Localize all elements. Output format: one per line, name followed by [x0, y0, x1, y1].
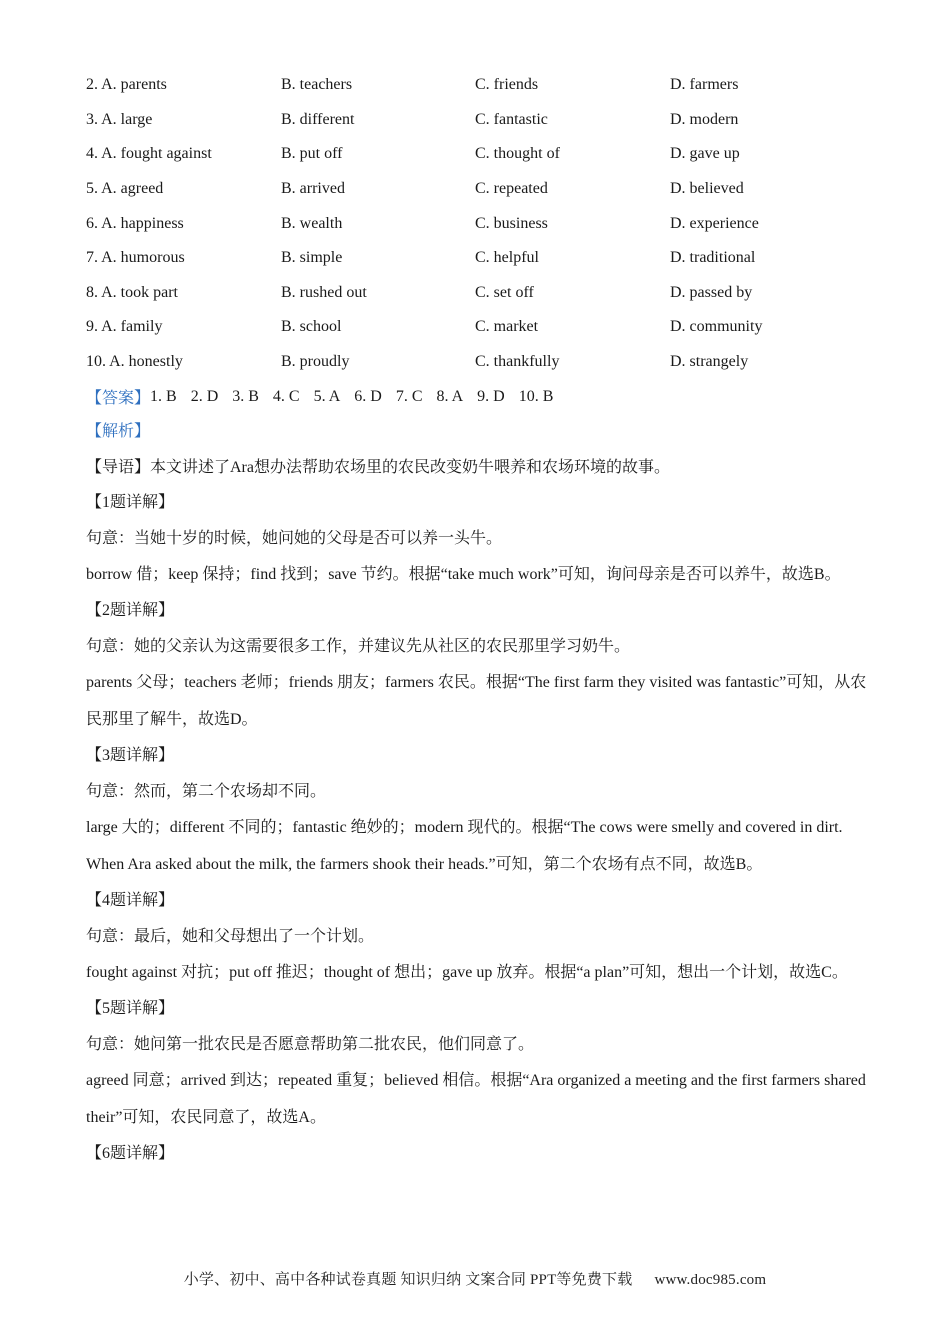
option-cell: 4. A. fought against — [86, 145, 212, 163]
option-cell: C. thought of — [475, 145, 560, 163]
option-cell: C. set off — [475, 283, 534, 301]
option-cell: 8. A. took part — [86, 283, 178, 301]
detail-heading: 【1题详解】 — [86, 494, 175, 512]
option-row — [86, 241, 876, 276]
option-cell: D. believed — [670, 180, 744, 198]
option-cell: D. strangely — [670, 353, 749, 371]
option-cell: 2. A. parents — [86, 76, 167, 94]
option-cell: B. simple — [281, 249, 343, 267]
detail-sentence: 句意：她的父亲认为这需要很多工作，并建议先从社区的农民那里学习奶牛。 — [86, 637, 631, 655]
detail-explanation: agreed 同意；arrived 到达；repeated 重复；believed 相信。根据“Ara organized a meeting and the first farmers shared their”可知，农民同意了，故选A。 — [86, 1072, 866, 1127]
option-cell: D. passed by — [670, 283, 753, 301]
answer-list — [150, 388, 567, 406]
option-cell: C. fantastic — [475, 110, 548, 128]
detail-heading: 【5题详解】 — [86, 1000, 175, 1018]
answer-item: 2. D — [190, 387, 219, 405]
detail-explanation: borrow 借；keep 保持；find 找到；save 节约。根据“take much work”可知，询问母亲是否可以养牛，故选B。 — [86, 566, 841, 584]
option-cell: 3. A. large — [86, 110, 153, 128]
answer-item: 5. A — [313, 387, 341, 405]
option-cell: C. friends — [475, 76, 539, 94]
page-footer — [0, 1268, 950, 1289]
detail-heading: 【2题详解】 — [86, 602, 175, 620]
option-cell: 6. A. happiness — [86, 214, 184, 232]
option-cell: D. traditional — [670, 249, 756, 267]
detail-heading: 【4题详解】 — [86, 892, 175, 910]
option-cell: D. experience — [670, 214, 759, 232]
details-section — [86, 485, 876, 1136]
option-cell: B. arrived — [281, 180, 345, 198]
option-cell: B. proudly — [281, 353, 350, 371]
option-cell: D. modern — [670, 110, 739, 128]
option-row — [86, 172, 876, 207]
option-cell: C. business — [475, 214, 548, 232]
option-row — [86, 345, 876, 380]
answer-item: 3. B — [232, 387, 259, 405]
option-cell: 7. A. humorous — [86, 249, 185, 267]
last-heading: 【6题详解】 — [86, 1145, 175, 1163]
option-cell: 9. A. family — [86, 318, 163, 336]
option-cell: D. farmers — [670, 76, 739, 94]
answer-item: 1. B — [150, 387, 177, 405]
answer-item: 6. D — [354, 387, 382, 405]
option-cell: C. market — [475, 318, 539, 336]
guide-text: 【导语】本文讲述了Ara想办法帮助农场里的农民改变奶牛喂养和农场环境的故事。 — [86, 458, 670, 476]
option-cell: 5. A. agreed — [86, 180, 164, 198]
option-row — [86, 310, 876, 345]
option-cell: 10. A. honestly — [86, 353, 183, 371]
options-table — [86, 68, 876, 379]
answer-label: 【答案】 — [86, 390, 151, 408]
option-cell: B. put off — [281, 145, 343, 163]
detail-explanation: fought against 对抗；put off 推迟；thought of 想出；gave up 放弃。根据“a plan”可知，想出一个计划，故选C。 — [86, 964, 848, 982]
option-cell: C. helpful — [475, 249, 539, 267]
option-row — [86, 276, 876, 311]
option-cell: B. wealth — [281, 214, 343, 232]
option-cell: B. teachers — [281, 76, 353, 94]
answer-item: 10. B — [518, 387, 554, 405]
detail-explanation: large 大的；different 不同的；fantastic 绝妙的；modern 现代的。根据“The cows were smelly and covered in dirt. When Ara asked about the milk, the farmers shook their heads.”可知，第二个农场有点不同，故选B。 — [86, 819, 843, 874]
detail-heading: 【3题详解】 — [86, 747, 175, 765]
answer-item: 9. D — [477, 387, 505, 405]
option-cell: B. different — [281, 110, 355, 128]
detail-sentence: 句意：当她十岁的时候，她问她的父母是否可以养一头牛。 — [86, 529, 503, 547]
answer-item: 7. C — [395, 387, 423, 405]
option-row — [86, 206, 876, 241]
option-cell: B. school — [281, 318, 342, 336]
option-row — [86, 68, 876, 103]
detail-explanation: parents 父母；teachers 老师；friends 朋友；farmers 农民。根据“The first farm they visited was fantastic”可知，从农民那里了解牛，故选D。 — [86, 674, 867, 729]
option-row — [86, 137, 876, 172]
answer-item: 4. C — [272, 387, 300, 405]
detail-sentence: 句意：最后，她和父母想出了一个计划。 — [86, 927, 375, 945]
option-row — [86, 103, 876, 138]
answer-item: 8. A — [436, 387, 464, 405]
footer-text: 小学、初中、高中各种试卷真题 知识归纳 文案合同 PPT等免费下载 — [183, 1272, 633, 1288]
answer-line — [86, 379, 876, 414]
option-cell: D. community — [670, 318, 763, 336]
option-cell: B. rushed out — [281, 283, 367, 301]
detail-sentence: 句意：她问第一批农民是否愿意帮助第二批农民，他们同意了。 — [86, 1035, 535, 1053]
option-cell: C. repeated — [475, 180, 548, 198]
document-body — [86, 68, 876, 1172]
option-cell: D. gave up — [670, 145, 740, 163]
option-cell: C. thankfully — [475, 353, 560, 371]
detail-sentence: 句意：然而，第二个农场却不同。 — [86, 782, 327, 800]
footer-url[interactable]: www.doc985.com — [654, 1272, 767, 1288]
analysis-label: 【解析】 — [86, 423, 151, 441]
